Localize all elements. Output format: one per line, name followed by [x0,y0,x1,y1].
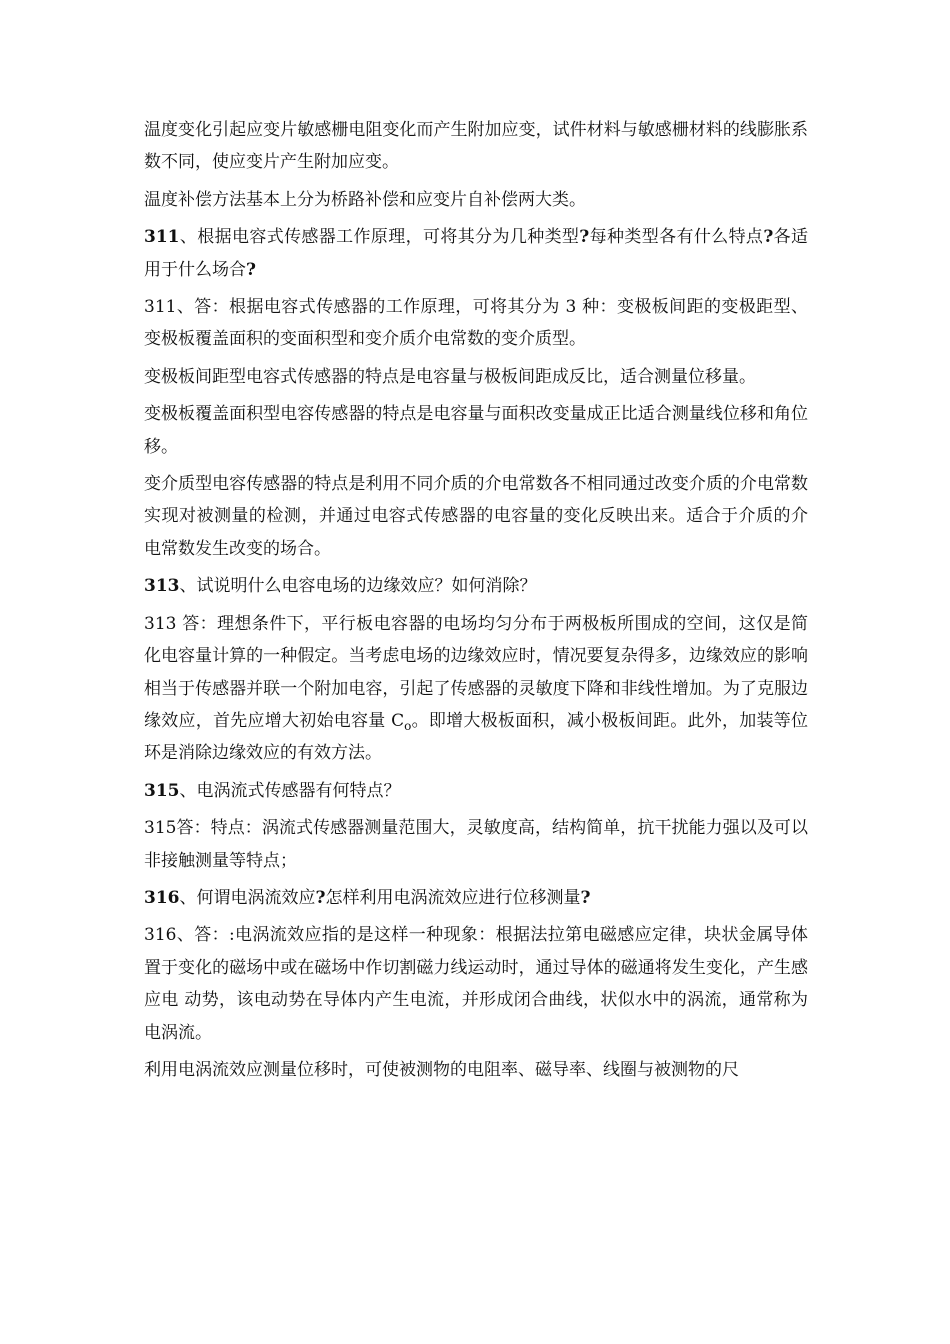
question-number: 311 [144,227,180,248]
answer-text: 313 答：理想条件下，平行板电容器的电场均匀分布于两极板所围成的空间，这仅是简化电容量计算的一种假定。当考虑电场的边缘效应时，情况要复杂得多，边缘效应的影响相当于传感器并联一个附加电容，引起了传感器的灵敏度下降和非线性增加。为了克服边缘效应，首先应增大初始电容量 C [144,613,808,731]
answer-311-gap-type: 变极板间距型电容式传感器的特点是电容量与极板间距成反比，适合测量位移量。 [144,366,756,387]
answer-316: 316、答：:电涡流效应指的是这样一种现象：根据法拉第电磁感应定律，块状金属导体置于变化的磁场中或在磁场中作切割磁力线运动时，通过导体的磁通将发生变化，产生感应电 动势，该电动势在导体内产生电流，并形成闭合曲线，状似水中的涡流，通常称为电涡流。 [144,925,808,1043]
question-316 [144,882,808,914]
answer-311-dielectric-type: 变介质型电容传感器的特点是利用不同介质的介电常数各不相同通过改变介质的介电常数实现对被测量的检测，并通过电容式传感器的电容量的变化反映出来。适合于介质的介 电常数发生改变的场合。 [144,474,808,559]
question-311 [144,221,808,286]
question-number: 315 [144,780,180,801]
answer-311-area-type: 变极板覆盖面积型电容传感器的特点是电容量与面积改变量成正比适合测量线位移和角位移。 [144,404,808,457]
question-313 [144,570,808,602]
question-mark: ? [579,227,590,248]
question-text: 、根据电容式传感器工作原理，可将其分为几种类型 [179,227,580,248]
question-number: 316 [144,887,180,908]
question-text: 、何谓电涡流效应 [179,887,316,908]
document-page [144,114,808,1091]
question-315 [144,775,808,807]
question-mark: ? [763,227,774,248]
answer-313 [144,608,808,770]
question-text: 怎样利用电涡流效应进行位移测量 [325,887,581,908]
question-mark: ? [580,887,591,908]
question-mark: ? [246,259,256,280]
question-text: 每种类型各有什么特点 [589,227,764,248]
question-number: 313 [144,576,180,597]
question-text: 各适用于什么场合 [144,227,809,280]
question-text: 、电涡流式传感器有何特点？ [179,780,401,801]
answer-316-displacement: 利用电涡流效应测量位移时，可使被测物的电阻率、磁导率、线圈与被测物的尺 [144,1059,739,1080]
subscript: o [404,718,412,733]
answer-311: 311、答：根据电容式传感器的工作原理，可将其分为 3 种：变极板间距的变极距型、变极板覆盖面积的变面积型和变介质介电常数的变介质型。 [144,297,808,350]
paragraph-temperature-effect: 温度变化引起应变片敏感栅电阻变化而产生附加应变，试件材料与敏感栅材料的线膨胀系数不同，使应变片产生附加应变。 [144,120,808,173]
question-text: 、试说明什么电容电场的边缘效应？如何消除？ [179,576,537,597]
answer-text: 。即增大极板面积，减小极板间距。此外，加装等位环是消除边缘效应的有效方法。 [144,710,808,764]
paragraph-temperature-compensation: 温度补偿方法基本上分为桥路补偿和应变片自补偿两大类。 [144,189,586,210]
question-mark: ? [315,887,326,908]
answer-315: 315答：特点：涡流式传感器测量范围大，灵敏度高，结构简单，抗干扰能力强以及可以非接触测量等特点； [144,818,808,871]
